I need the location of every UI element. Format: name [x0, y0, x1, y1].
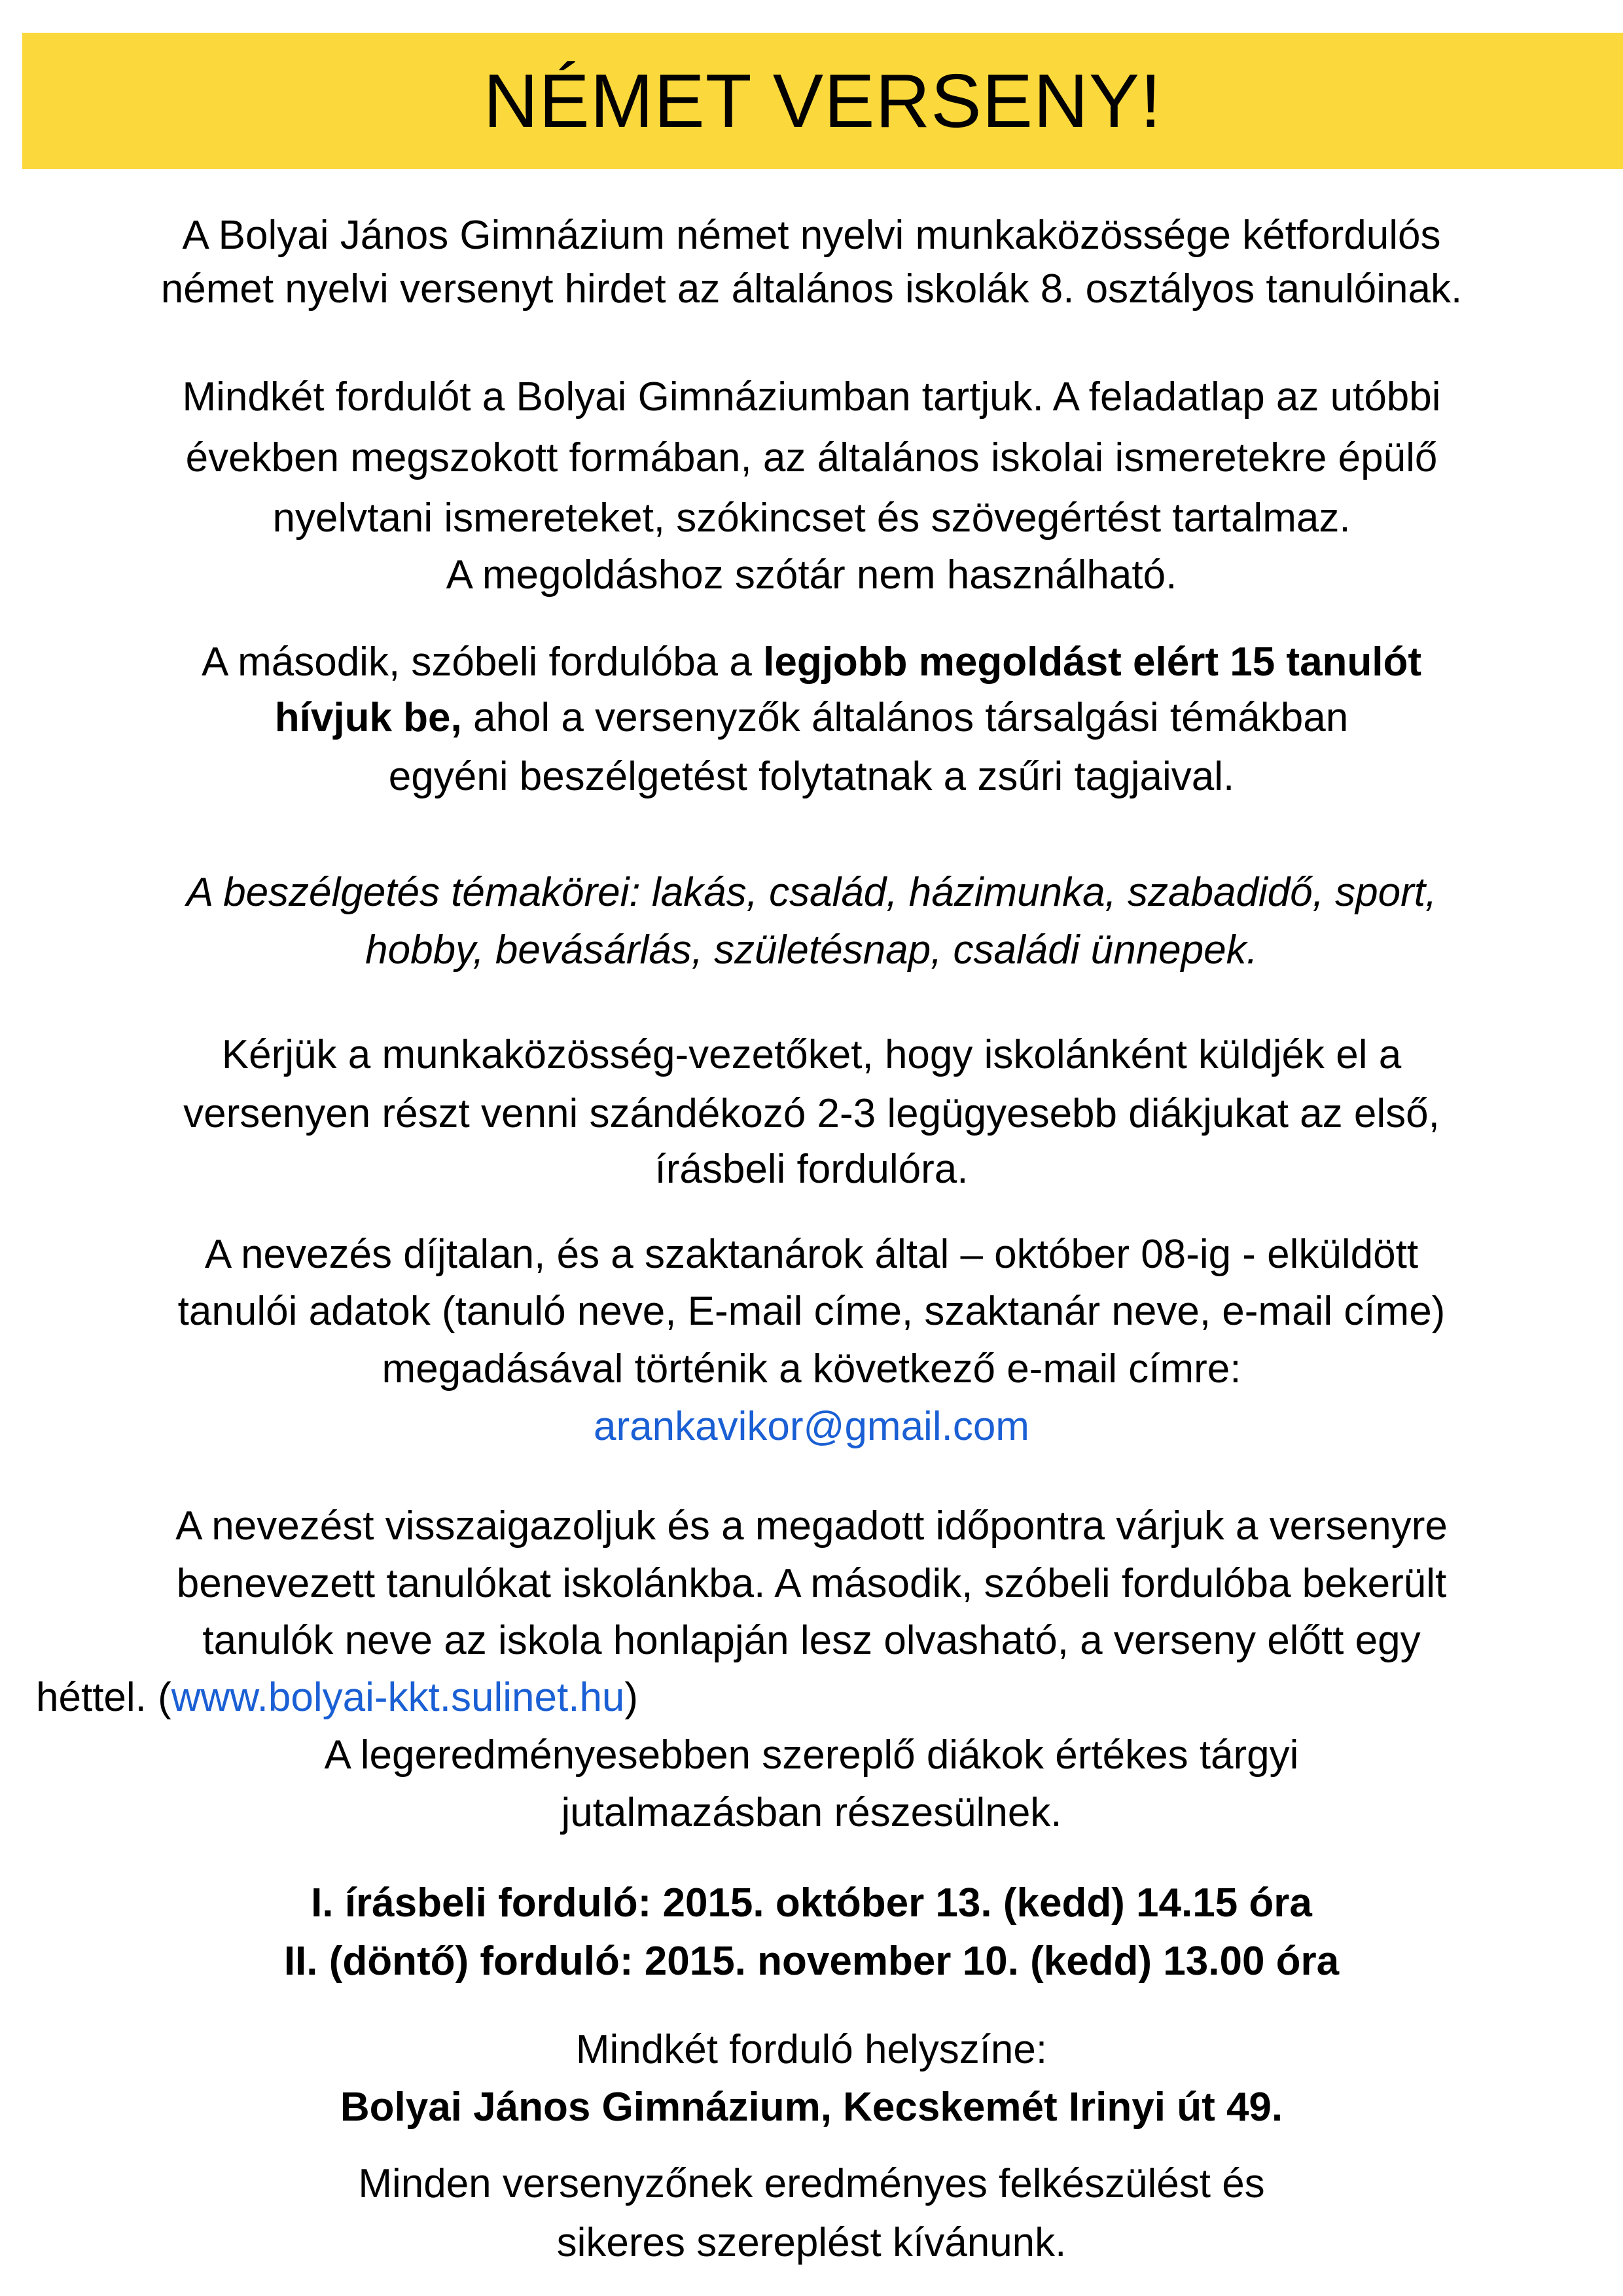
closing-line-2: sikeres szereplést kívánunk. — [556, 2220, 1067, 2265]
website-link[interactable]: www.bolyai-kkt.sulinet.hu — [171, 1675, 625, 1720]
oral-round-highlight: legjobb megoldást elért 15 tanulót — [763, 639, 1422, 685]
request-line-3: írásbeli fordulóra. — [654, 1147, 969, 1192]
oral-round-text-2: ahol a versenyzők általános társalgási témákban — [461, 695, 1349, 740]
entry-line-1: A nevezés díjtalan, és a szaktanárok által – október 08-ig - elküldött — [204, 1232, 1419, 1277]
email-link[interactable]: arankavikor@gmail.com — [594, 1404, 1029, 1449]
intro-line-1: A Bolyai János Gimnázium német nyelvi munkaközössége kétfordulós — [182, 213, 1441, 258]
oral-round-line-3: egyéni beszélgetést folytatnak a zsűri tagjaival. — [388, 754, 1235, 799]
title-banner — [22, 33, 1623, 169]
rules-line-2: években megszokott formában, az általános iskolai ismeretekre épülő — [185, 435, 1438, 480]
confirm-text-end: ) — [624, 1675, 639, 1720]
request-line-1: Kérjük a munkaközösség-vezetőket, hogy iskolánként küldjék el a — [221, 1032, 1402, 1077]
confirm-line-2: benevezett tanulókat iskolánkba. A második, szóbeli fordulóba bekerült — [176, 1561, 1447, 1606]
confirm-text: héttel. ( — [36, 1675, 171, 1720]
intro-line-2: német nyelvi versenyt hirdet az általános iskolák 8. osztályos tanulóinak. — [160, 266, 1463, 312]
rules-line-4: A megoldáshoz szótár nem használható. — [446, 552, 1177, 598]
round-2-date: II. (döntő) forduló: 2015. november 10. (kedd) 13.00 óra — [283, 1939, 1340, 1984]
venue-label: Mindkét forduló helyszíne: — [575, 2027, 1048, 2072]
confirm-line-4 — [36, 1670, 638, 1725]
oral-round-text: A második, szóbeli fordulóba a — [201, 639, 764, 685]
page-title: NÉMET VERSENY! — [483, 58, 1162, 143]
confirm-line-1: A nevezést visszaigazoljuk és a megadott időpontra várjuk a versenyre — [175, 1503, 1448, 1549]
request-line-2: versenyen részt venni szándékozó 2-3 legügyesebb diákjukat az első, — [183, 1091, 1440, 1136]
entry-line-3: megadásával történik a következő e-mail címre: — [382, 1346, 1241, 1391]
rules-line-3: nyelvtani ismereteket, szókincset és szövegértést tartalmaz. — [272, 495, 1351, 541]
email-line — [0, 1399, 1623, 1454]
oral-round-highlight-2: hívjuk be, — [274, 695, 462, 740]
entry-line-2: tanulói adatok (tanuló neve, E-mail címe, szaktanár neve, e-mail címe) — [177, 1289, 1446, 1334]
closing-line-1: Minden versenyzőnek eredményes felkészülést és — [358, 2161, 1265, 2206]
topics-line-1: A beszélgetés témakörei: lakás, család, házimunka, szabadidő, sport, — [186, 870, 1437, 915]
prize-line-1: A legeredményesebben szereplő diákok értékes tárgyi — [324, 1732, 1299, 1778]
prize-line-2: jutalmazásban részesülnek. — [561, 1790, 1062, 1835]
oral-round-line-2 — [0, 691, 1623, 745]
venue-address: Bolyai János Gimnázium, Kecskemét Irinyi út 49. — [340, 2085, 1283, 2130]
confirm-line-3: tanulók neve az iskola honlapján lesz olvasható, a verseny előtt egy — [202, 1618, 1421, 1663]
oral-round-line-1 — [0, 635, 1623, 690]
rules-line-1: Mindkét fordulót a Bolyai Gimnáziumban tartjuk. A feladatlap az utóbbi — [182, 374, 1441, 420]
topics-line-2: hobby, bevásárlás, születésnap, családi ünnepek. — [365, 927, 1258, 973]
round-1-date: I. írásbeli forduló: 2015. október 13. (kedd) 14.15 óra — [311, 1880, 1312, 1926]
